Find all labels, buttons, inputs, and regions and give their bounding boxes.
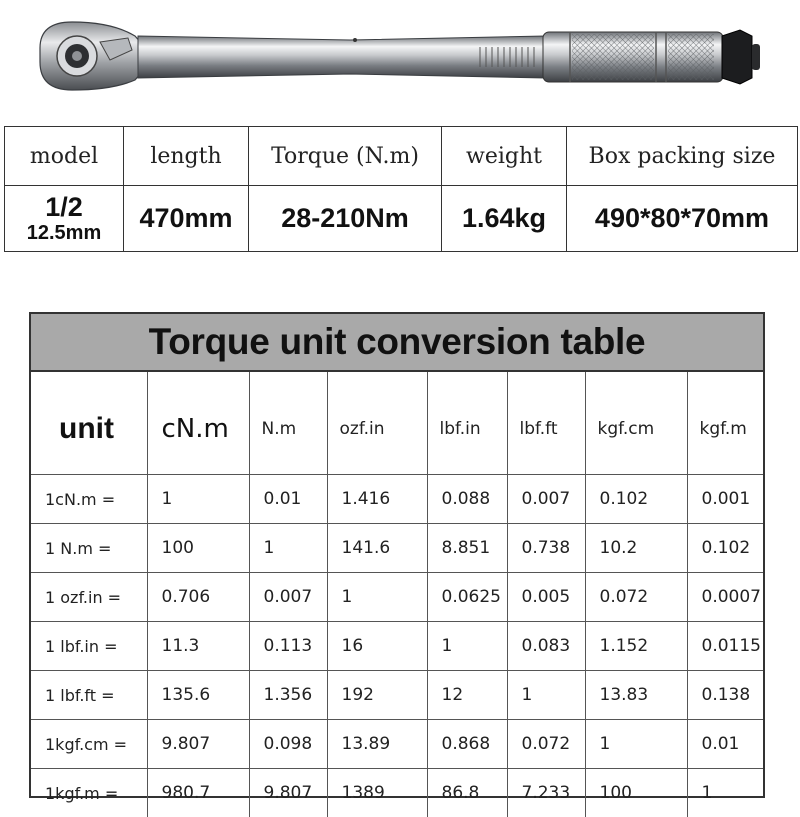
conversion-header-cell: ozf.in: [327, 372, 427, 475]
conversion-value-cell: 100: [147, 524, 249, 573]
conversion-value-cell: 12: [427, 671, 507, 720]
row-unit-label: 1kgf.m =: [31, 769, 147, 817]
conversion-value-cell: 192: [327, 671, 427, 720]
conversion-header-cell: N.m: [249, 372, 327, 475]
row-unit-label: 1 lbf.in =: [31, 622, 147, 671]
conversion-value-cell: 0.102: [687, 524, 763, 573]
spec-model-metric: 12.5mm: [5, 223, 123, 243]
conversion-header-cell: kgf.cm: [585, 372, 687, 475]
conversion-value-cell: 980.7: [147, 769, 249, 817]
conversion-value-cell: 9.807: [147, 720, 249, 769]
conversion-header-cell: lbf.ft: [507, 372, 585, 475]
conversion-header-cell: cN.m: [147, 372, 249, 475]
conversion-value-cell: 100: [585, 769, 687, 817]
ratchet-head: [40, 22, 142, 90]
wrench-handle: [543, 30, 760, 84]
conversion-value-cell: 0.007: [249, 573, 327, 622]
spec-header-length: length: [124, 127, 249, 186]
spec-torque-value: 28-210Nm: [249, 186, 442, 252]
conversion-value-cell: 1: [507, 671, 585, 720]
conversion-value-cell: 1: [585, 720, 687, 769]
conversion-value-cell: 0.088: [427, 475, 507, 524]
spec-value-row: [5, 186, 798, 252]
conversion-value-cell: 0.072: [507, 720, 585, 769]
conversion-value-cell: 8.851: [427, 524, 507, 573]
conversion-table-title: Torque unit conversion table: [31, 314, 763, 372]
conversion-header-cell: unit: [31, 372, 147, 475]
spec-header-box-size: Box packing size: [567, 127, 798, 186]
spec-model-cell: [5, 186, 124, 252]
row-unit-label: 1 ozf.in =: [31, 573, 147, 622]
conversion-value-cell: 1: [687, 769, 763, 817]
conversion-value-cell: 0.01: [687, 720, 763, 769]
conversion-value-cell: 13.89: [327, 720, 427, 769]
table-row: [31, 573, 763, 622]
conversion-value-cell: 9.807: [249, 769, 327, 817]
table-row: [31, 671, 763, 720]
conversion-value-cell: 1: [327, 573, 427, 622]
conversion-value-cell: 0.001: [687, 475, 763, 524]
conversion-value-cell: 0.007: [507, 475, 585, 524]
spec-header-model: model: [5, 127, 124, 186]
conversion-value-cell: 0.0115: [687, 622, 763, 671]
conversion-value-cell: 1: [147, 475, 249, 524]
table-row: [31, 769, 763, 817]
conversion-value-cell: 0.098: [249, 720, 327, 769]
conversion-value-cell: 1: [249, 524, 327, 573]
conversion-value-cell: 0.072: [585, 573, 687, 622]
conversion-value-cell: 10.2: [585, 524, 687, 573]
conversion-value-cell: 86.8: [427, 769, 507, 817]
conversion-value-cell: 0.0625: [427, 573, 507, 622]
conversion-header-row: [31, 372, 763, 475]
conversion-value-cell: 16: [327, 622, 427, 671]
conversion-value-cell: 1.152: [585, 622, 687, 671]
conversion-table: [31, 372, 763, 817]
conversion-header-cell: kgf.m: [687, 372, 763, 475]
conversion-value-cell: 0.868: [427, 720, 507, 769]
spec-length-value: 470mm: [124, 186, 249, 252]
conversion-value-cell: 0.738: [507, 524, 585, 573]
conversion-value-cell: 7.233: [507, 769, 585, 817]
conversion-value-cell: 0.138: [687, 671, 763, 720]
conversion-value-cell: 0.01: [249, 475, 327, 524]
conversion-value-cell: 13.83: [585, 671, 687, 720]
row-unit-label: 1cN.m =: [31, 475, 147, 524]
conversion-value-cell: 0.005: [507, 573, 585, 622]
conversion-value-cell: 0.706: [147, 573, 249, 622]
conversion-value-cell: 0.0007: [687, 573, 763, 622]
conversion-value-cell: 135.6: [147, 671, 249, 720]
row-unit-label: 1 N.m =: [31, 524, 147, 573]
conversion-value-cell: 1: [427, 622, 507, 671]
table-row: [31, 524, 763, 573]
spec-model-size: 1/2: [5, 194, 123, 221]
table-row: [31, 720, 763, 769]
table-row: [31, 622, 763, 671]
spec-weight-value: 1.64kg: [442, 186, 567, 252]
conversion-value-cell: 1389: [327, 769, 427, 817]
spec-table: [4, 126, 798, 252]
row-unit-label: 1kgf.cm =: [31, 720, 147, 769]
conversion-value-cell: 1.416: [327, 475, 427, 524]
spec-header-row: [5, 127, 798, 186]
table-row: [31, 475, 763, 524]
torque-wrench-image: [0, 0, 800, 110]
wrench-shaft: [138, 36, 545, 78]
conversion-table-panel: [29, 312, 765, 798]
conversion-value-cell: 1.356: [249, 671, 327, 720]
conversion-value-cell: 0.102: [585, 475, 687, 524]
spec-header-weight: weight: [442, 127, 567, 186]
conversion-value-cell: 0.083: [507, 622, 585, 671]
conversion-value-cell: 11.3: [147, 622, 249, 671]
conversion-header-cell: lbf.in: [427, 372, 507, 475]
conversion-value-cell: 0.113: [249, 622, 327, 671]
row-unit-label: 1 lbf.ft =: [31, 671, 147, 720]
conversion-value-cell: 141.6: [327, 524, 427, 573]
spec-header-torque: Torque (N.m): [249, 127, 442, 186]
spec-box-size-value: 490*80*70mm: [567, 186, 798, 252]
